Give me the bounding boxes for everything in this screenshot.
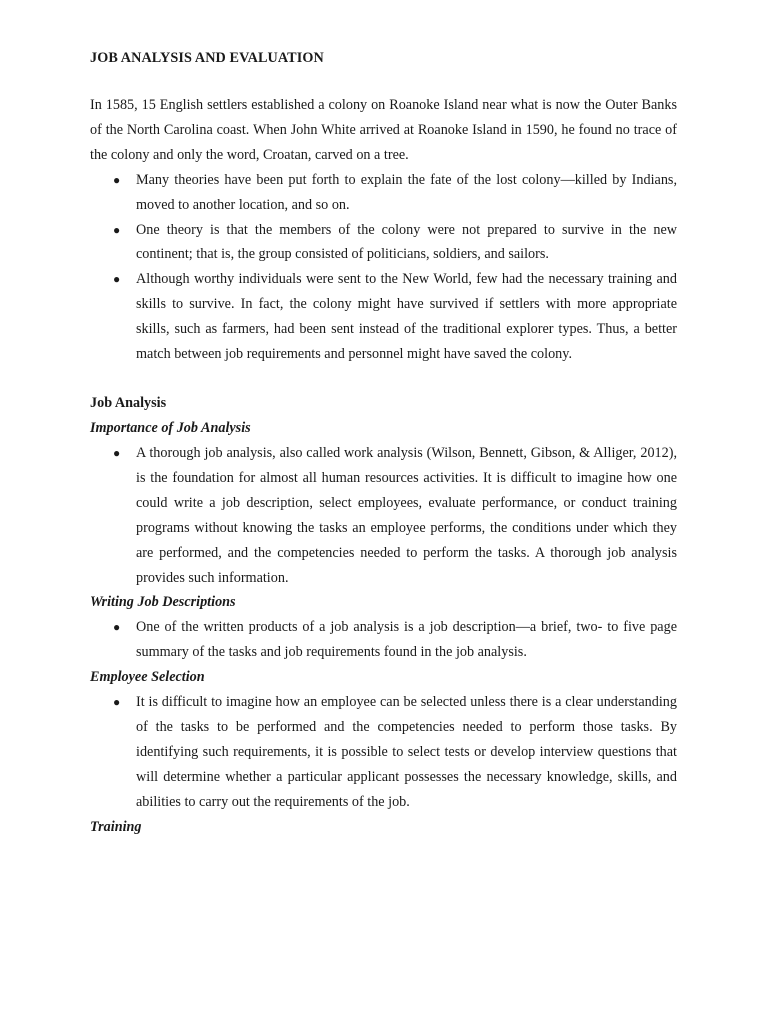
importance-bullet-item (90, 441, 677, 590)
bullet-text: A thorough job analysis, also called work analysis (Wilson, Bennett, Gibson, & Alliger, 2012), is the foundation for almost all human resources activities. It is difficult to imagine how one could write a job description, select employees, evaluate performance, or conduct training programs without knowing the tasks an employee performs, the conditions under which they are performed, and the competencies needed to perform the tasks. A thorough job analysis provides such information. (136, 444, 677, 586)
subheading-employee-selection: Employee Selection (90, 669, 205, 686)
subheading-writing-job-descriptions: Writing Job Descriptions (90, 594, 236, 611)
intro-bullet-item (90, 267, 677, 367)
bullet-icon: ● (113, 445, 121, 460)
selection-bullet-item (90, 690, 677, 815)
bullet-icon: ● (113, 272, 121, 287)
bullet-icon: ● (113, 620, 121, 635)
document-page (90, 44, 677, 840)
bullet-text: It is difficult to imagine how an employee can be selected unless there is a clear understanding of the tasks to be performed and the competencies needed to perform those tasks. By identifying such requirements, it is possible to select tests or develop interview questions that will determine whether a particular applicant possesses the necessary knowledge, skills, and abilities to carry out the requirements of the job. (136, 694, 677, 810)
bullet-icon: ● (113, 172, 121, 187)
selection-bullet-list (90, 690, 677, 815)
intro-bullet-item (90, 218, 677, 268)
intro-bullet-item (90, 168, 677, 218)
document-title: JOB ANALYSIS AND EVALUATION (90, 50, 324, 66)
section-heading-job-analysis: Job Analysis (90, 394, 167, 411)
importance-bullet-list (90, 441, 677, 590)
bullet-text: One of the written products of a job analysis is a job description—a brief, two- to five page summary of the tasks and job requirements found in the job analysis. (136, 619, 677, 661)
bullet-icon: ● (113, 222, 121, 237)
bullet-icon: ● (113, 695, 121, 710)
subheading-training: Training (90, 818, 142, 835)
writing-bullet-item (90, 615, 677, 665)
bullet-text: Many theories have been put forth to explain the fate of the lost colony—killed by Indians, moved to another location, and so on. (136, 171, 677, 213)
bullet-text: Although worthy individuals were sent to the New World, few had the necessary training and skills to survive. In fact, the colony might have survived if settlers with more appropriate skills, such as farmers, had been sent instead of the traditional explorer types. Thus, a better match between job requirements and personnel might have saved the colony. (136, 271, 677, 363)
subheading-importance: Importance of Job Analysis (90, 419, 251, 436)
bullet-text: One theory is that the members of the colony were not prepared to survive in the new continent; that is, the group consisted of politicians, soldiers, and sailors. (136, 221, 677, 263)
intro-bullet-list (90, 168, 677, 367)
intro-paragraph: In 1585, 15 English settlers established a colony on Roanoke Island near what is now the Outer Banks of the North Carolina coast. When John White arrived at Roanoke Island in 1590, he found no trace of the colony and only the word, Croatan, carved on a tree. (90, 97, 677, 163)
writing-bullet-list (90, 615, 677, 665)
